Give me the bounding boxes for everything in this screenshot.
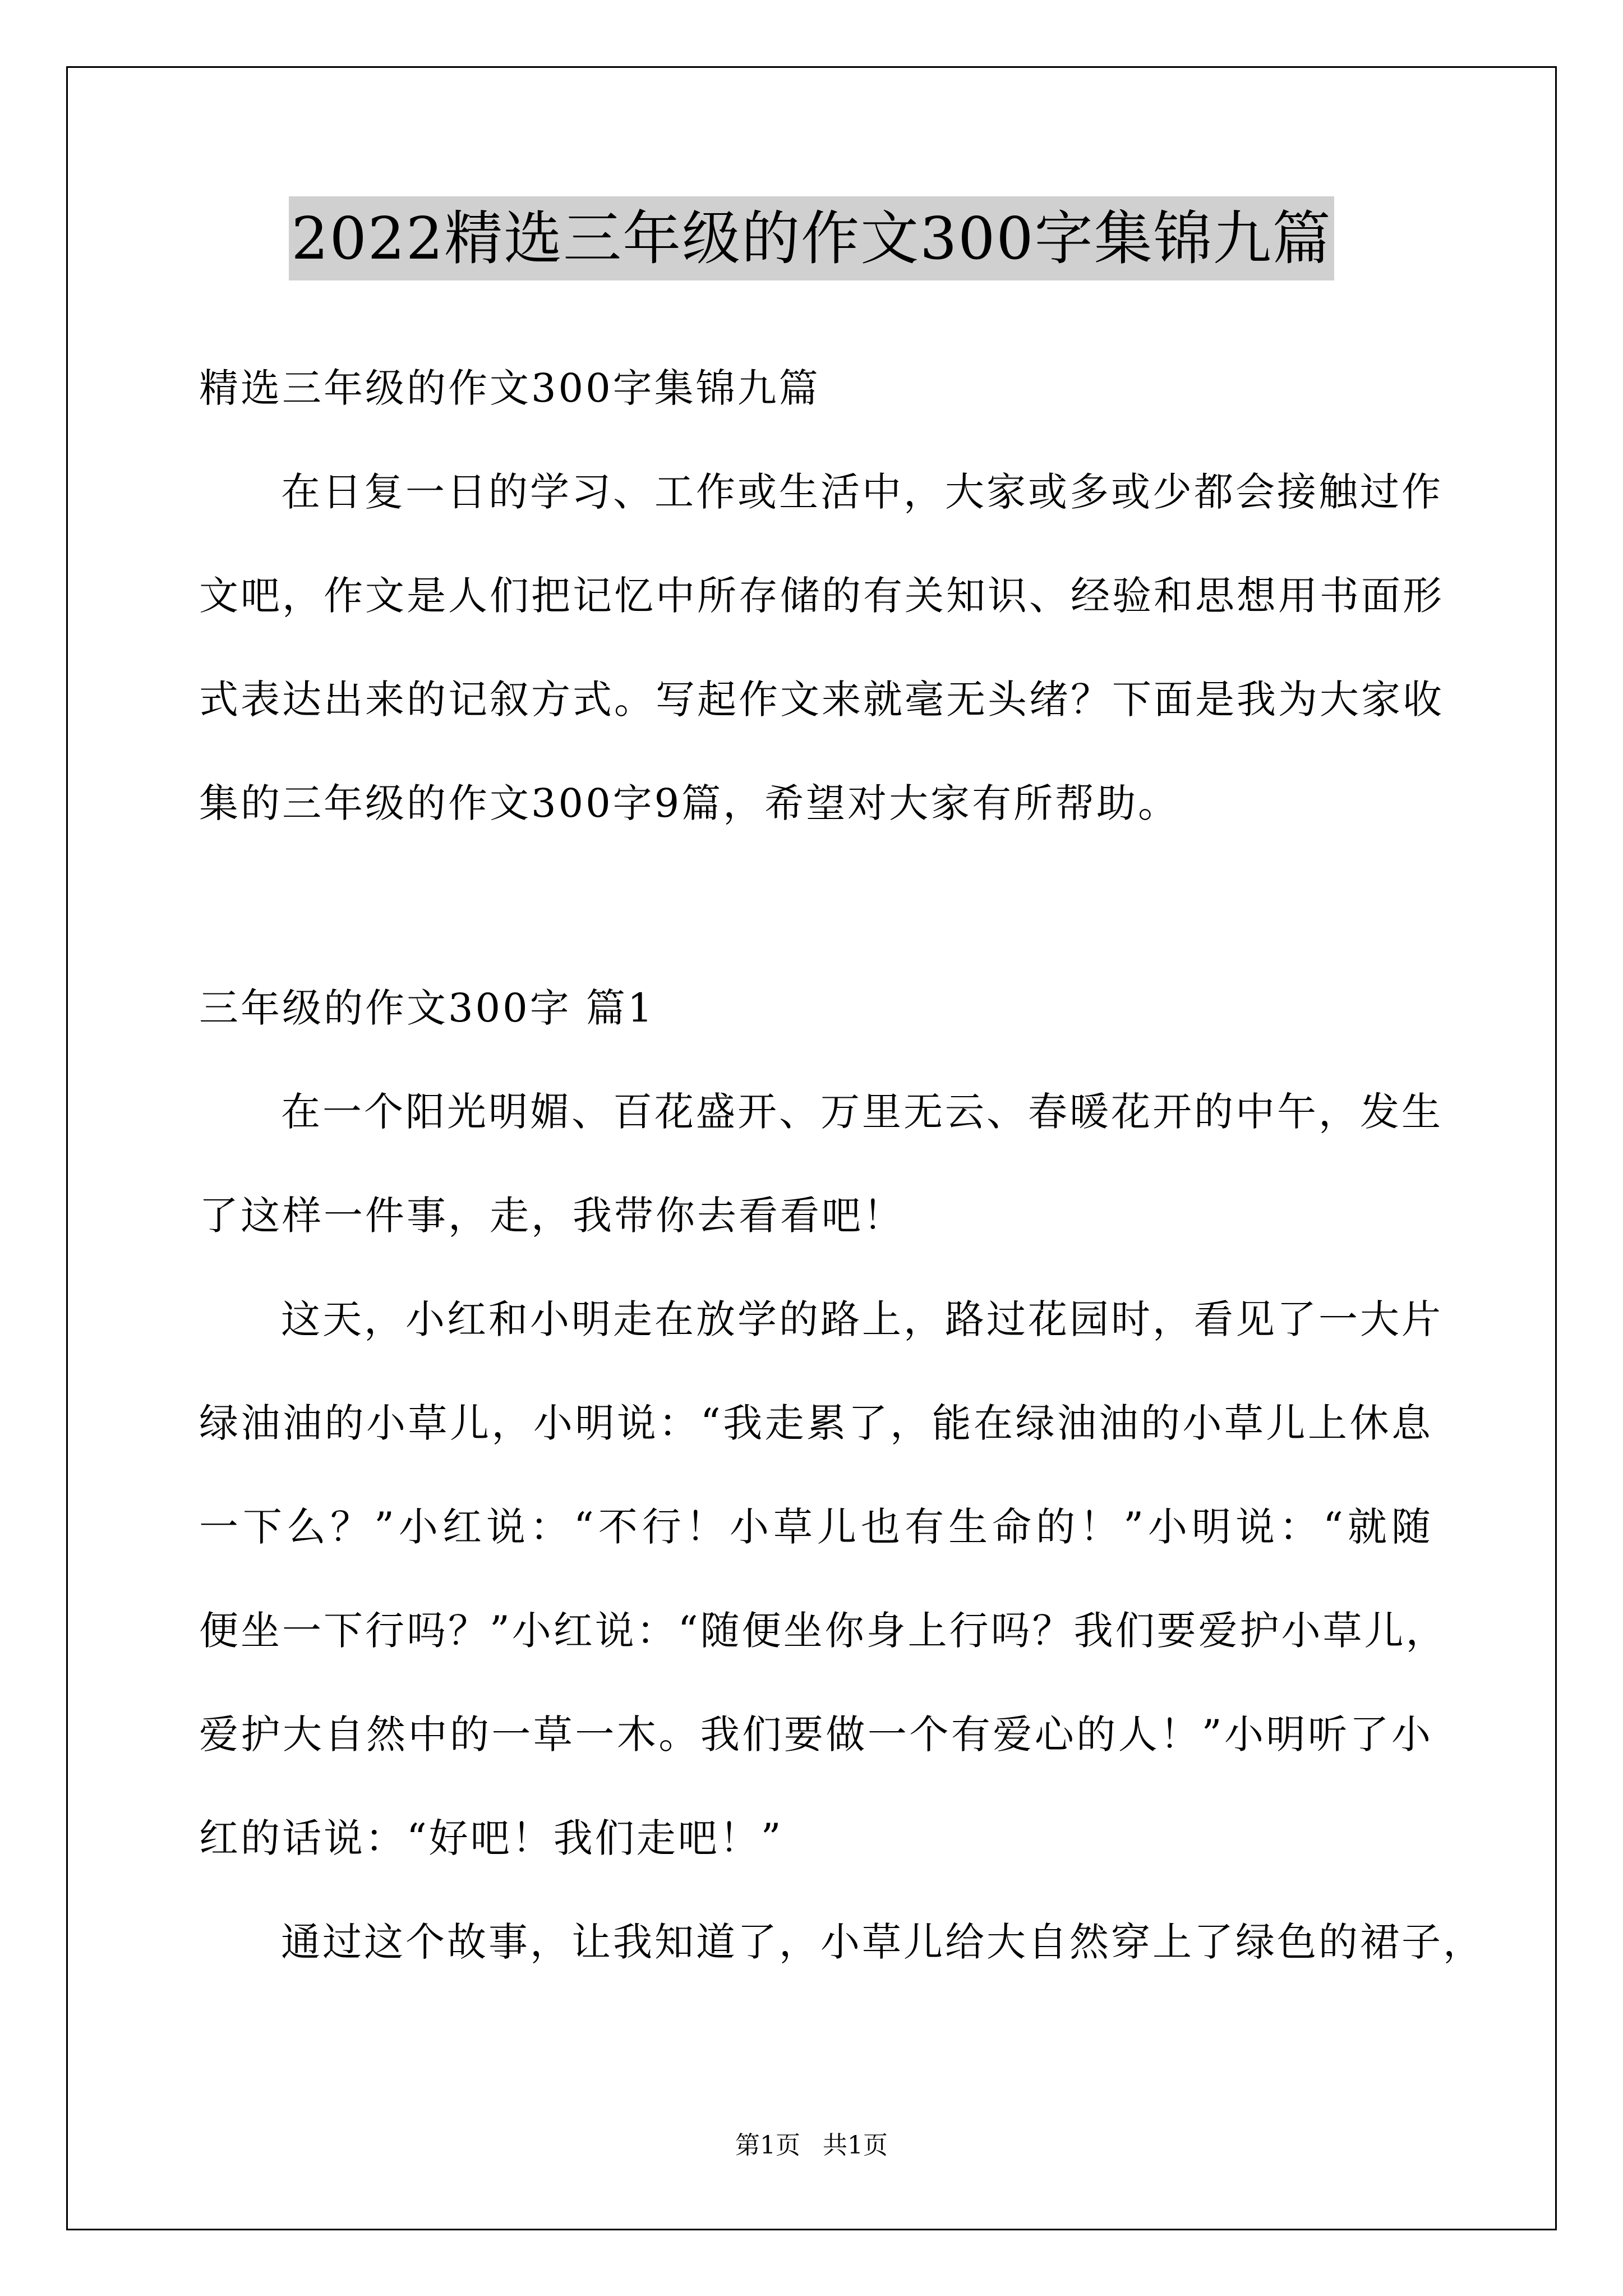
- text-line: 集的三年级的作文300字9篇，希望对大家有所帮助。: [199, 780, 1180, 826]
- text-line: 文吧，作文是人们把记忆中所存储的有关知识、经验和思想用书面形: [199, 573, 1444, 619]
- section-heading: 三年级的作文300字 篇1: [199, 985, 655, 1031]
- intro-paragraph: [199, 440, 1444, 855]
- document-title: 2022精选三年级的作文300字集锦九篇: [289, 196, 1334, 280]
- page-total: 共1页: [823, 2131, 888, 2160]
- spacer: [199, 855, 1433, 956]
- text-line: 一下么？”小红说：“不行！小草儿也有生命的！”小明说：“就随: [199, 1504, 1433, 1550]
- text-line: 便坐一下行吗？”小红说：“随便坐你身上行吗？我们要爱护小草儿，: [199, 1608, 1447, 1654]
- text-line: 这天，小红和小明走在放学的路上，路过花园时，看见了一大片: [281, 1296, 1443, 1342]
- paragraph-1: [199, 1060, 1443, 1268]
- document-body: [199, 337, 1484, 1994]
- text-line: 通过这个故事，让我知道了，小草儿给大自然穿上了绿色的裙子，: [281, 1919, 1484, 1965]
- paragraph-3: [199, 1890, 1484, 1994]
- page-number: 第1页: [735, 2131, 800, 2160]
- document-subtitle: 精选三年级的作文300字集锦九篇: [199, 365, 820, 411]
- text-line: 在日复一日的学习、工作或生活中，大家或多或少都会接触过作: [281, 469, 1443, 515]
- page-footer: [0, 2129, 1623, 2162]
- title-container: [0, 196, 1623, 280]
- paragraph-2: [199, 1268, 1447, 1890]
- text-line: 式表达出来的记叙方式。写起作文来就毫无头绪？下面是我为大家收: [199, 677, 1444, 723]
- text-line: 绿油油的小草儿，小明说：“我走累了，能在绿油油的小草儿上休息: [199, 1400, 1433, 1446]
- text-line: 在一个阳光明媚、百花盛开、万里无云、春暖花开的中午，发生: [281, 1089, 1443, 1135]
- text-line: 红的话说：“好吧！我们走吧！”: [199, 1815, 783, 1861]
- text-line: 了这样一件事，走，我带你去看看吧！: [199, 1193, 905, 1239]
- text-line: 爱护大自然中的一草一木。我们要做一个有爱心的人！”小明听了小: [199, 1711, 1433, 1757]
